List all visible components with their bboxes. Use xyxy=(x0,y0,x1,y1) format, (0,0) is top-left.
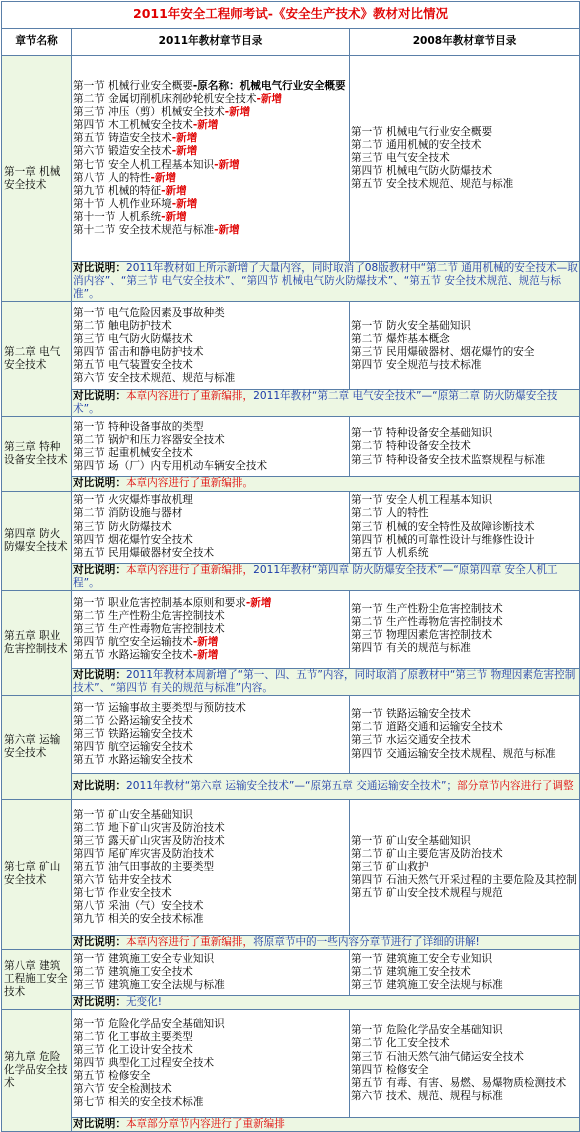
note-row xyxy=(2,773,580,799)
section-2011-line xyxy=(73,372,348,385)
sections-2011 xyxy=(72,799,350,935)
section-2011-line xyxy=(73,636,348,649)
chapter-row xyxy=(2,799,580,935)
section-2011-line xyxy=(73,521,348,534)
section-title: 第九节 机械的特征 xyxy=(73,184,162,197)
section-2011-line xyxy=(73,715,348,728)
section-2008-line: 第一节 建筑施工安全专业知识 xyxy=(351,952,493,965)
section-2008-line: 第一节 特种设备安全基础知识 xyxy=(351,427,493,440)
section-2011-line xyxy=(73,966,348,979)
sections-2011 xyxy=(72,1010,350,1118)
section-2008-line: 第二节 人的特性 xyxy=(351,507,429,520)
section-2008-line: 第一节 矿山安全基础知识 xyxy=(351,834,471,847)
note-row xyxy=(2,390,580,417)
section-2008-line: 第二节 建筑施工安全技术 xyxy=(351,965,471,978)
section-2008-line: 第四节 有关的规范与标准 xyxy=(351,642,471,655)
section-2008-line: 第四节 检修安全 xyxy=(351,1063,429,1076)
section-2011-line xyxy=(73,887,348,900)
note-row xyxy=(2,935,580,949)
section-title: 第三节 化工设计安全技术 xyxy=(73,1043,193,1056)
section-2011-line xyxy=(73,460,348,473)
sections-2011 xyxy=(72,417,350,477)
section-2011-line xyxy=(73,702,348,715)
section-title: 第五节 民用爆破器材安全技术 xyxy=(73,546,215,559)
header-2011: 2011年教材章节目录 xyxy=(72,29,350,56)
chapter-row xyxy=(2,56,580,262)
section-2008-line: 第一节 铁路运输安全技术 xyxy=(351,708,471,721)
section-2008-line: 第三节 民用爆破器材、烟花爆竹的安全 xyxy=(351,345,535,358)
section-2008-line: 第六节 技术、规范、规程与标准 xyxy=(351,1089,503,1102)
page-title: 2011年安全工程师考试-《安全生产技术》教材对比情况 xyxy=(133,6,448,22)
note-row xyxy=(2,262,580,302)
note-label: 对比说明： xyxy=(73,262,126,274)
table-title-cell xyxy=(2,2,580,29)
original-name-note: -原名称：机械电气行业安全概要 xyxy=(192,79,346,92)
chapter-name: 第九章 危险化学品安全技术 xyxy=(2,1010,72,1132)
new-badge: -新增 xyxy=(150,171,177,184)
section-title: 第三节 起重机械安全技术 xyxy=(73,446,193,459)
section-title: 第五节 水路运输安全技术 xyxy=(73,648,193,661)
section-2011-line xyxy=(73,1096,348,1109)
section-2011-line xyxy=(73,953,348,966)
section-title: 第十一节 人机系统 xyxy=(73,210,162,223)
note-text: 2011年教材如上所示新增了大量内容，同时取消了08版教材中“第二节 通用机械的安全技术—取消内容”、“第三节 电气安全技术”、“第四节 机械电气防火防爆技术”、“第五节 安全技术规范、规范与标准”。 xyxy=(73,262,578,301)
comparison-document xyxy=(1,1,579,1132)
note-row xyxy=(2,563,580,590)
section-title: 第四节 尾矿库灾害及防治技术 xyxy=(73,847,215,860)
comparison-note xyxy=(72,935,580,949)
chapter-name: 第六章 运输安全技术 xyxy=(2,695,72,799)
chapter-row xyxy=(2,590,580,668)
chapter-row xyxy=(2,695,580,773)
section-2011-line xyxy=(73,307,348,320)
section-2011-line xyxy=(73,1070,348,1083)
comparison-note xyxy=(72,668,580,695)
note-label: 对比说明： xyxy=(73,996,126,1009)
comparison-note xyxy=(72,477,580,491)
new-badge: -新增 xyxy=(171,132,198,145)
header-row xyxy=(2,29,580,56)
section-2011-line xyxy=(73,346,348,359)
section-title: 第二节 消防设施与器材 xyxy=(73,507,183,520)
section-2011-line xyxy=(73,741,348,754)
section-title: 第四节 烟花爆竹安全技术 xyxy=(73,533,193,546)
note-text: 无变化! xyxy=(125,996,162,1009)
new-badge: -新增 xyxy=(214,223,240,236)
section-2008-line: 第五节 矿山安全技术规程与规范 xyxy=(351,887,503,900)
section-2008-line: 第一节 机械电气行业安全概要 xyxy=(351,125,493,138)
note-row xyxy=(2,477,580,491)
section-title: 第二节 触电防护技术 xyxy=(73,319,172,332)
section-2011-line xyxy=(73,132,348,145)
comparison-note xyxy=(72,773,580,799)
new-badge: -新增 xyxy=(224,106,251,119)
new-badge: -新增 xyxy=(171,197,198,210)
section-2011-line xyxy=(73,421,348,434)
note-text: 本章内容进行了重新编排。 xyxy=(125,477,254,490)
section-title: 第二节 锅炉和压力容器安全技术 xyxy=(73,433,225,446)
section-2011-line xyxy=(73,172,348,185)
chapter-row xyxy=(2,491,580,563)
section-title: 第一节 特种设备事故的类型 xyxy=(73,420,204,433)
section-2011-line xyxy=(73,447,348,460)
sections-2008 xyxy=(350,799,580,935)
section-2011-line xyxy=(73,106,348,119)
section-2008-line: 第三节 矿山救护 xyxy=(351,860,429,873)
comparison-table xyxy=(1,1,580,1132)
section-2008-line: 第三节 电气安全技术 xyxy=(351,151,450,164)
section-title: 第三节 铁路运输安全技术 xyxy=(73,727,193,740)
section-2011-line xyxy=(73,185,348,198)
section-2011-line xyxy=(73,728,348,741)
section-title: 第四节 木工机械安全技术 xyxy=(73,119,193,132)
new-badge: -新增 xyxy=(245,596,272,609)
section-title: 第七节 相关的安全技术标准 xyxy=(73,1096,204,1109)
sections-2008 xyxy=(350,695,580,773)
section-2008-line: 第二节 通用机械的安全技术 xyxy=(351,138,482,151)
section-2011-line xyxy=(73,211,348,224)
section-2008-line: 第三节 机械的安全特性及故障诊断技术 xyxy=(351,520,535,533)
section-2011-line xyxy=(73,979,348,992)
section-2011-line xyxy=(73,547,348,560)
new-badge: -新增 xyxy=(161,184,187,197)
section-2011-line xyxy=(73,848,348,861)
section-title: 第六节 锻造安全技术 xyxy=(73,145,172,158)
note-label: 对比说明： xyxy=(73,779,126,792)
section-2008-line: 第三节 物理因素危害控制技术 xyxy=(351,629,493,642)
section-title: 第一节 危险化学品安全基础知识 xyxy=(73,1017,225,1030)
chapter-name: 第三章 特种设备安全技术 xyxy=(2,417,72,491)
section-2011-line xyxy=(73,1057,348,1070)
section-2011-line xyxy=(73,1044,348,1057)
section-title: 第二节 化工事故主要类型 xyxy=(73,1030,193,1043)
section-2011-line xyxy=(73,159,348,172)
chapter-name: 第七章 矿山安全技术 xyxy=(2,799,72,949)
section-2008-line: 第四节 机械电气防火防爆技术 xyxy=(351,165,493,178)
new-badge: -新增 xyxy=(192,635,219,648)
section-title: 第三节 露天矿山灾害及防治技术 xyxy=(73,834,225,847)
sections-2008 xyxy=(350,302,580,390)
chapter-name: 第四章 防火防爆安全技术 xyxy=(2,491,72,590)
section-2008-line: 第一节 安全人机工程基本知识 xyxy=(351,494,493,507)
section-title: 第六节 安全技术规范、规范与标准 xyxy=(73,371,236,384)
sections-2008 xyxy=(350,56,580,262)
section-title: 第八节 人的特性 xyxy=(73,171,151,184)
sections-2011 xyxy=(72,302,350,390)
section-title: 第四节 航空安全运输技术 xyxy=(73,635,193,648)
section-title: 第四节 雷击和静电防护技术 xyxy=(73,345,204,358)
section-title: 第一节 矿山安全基础知识 xyxy=(73,808,193,821)
section-2008-line: 第四节 交通运输安全技术规程、规范与标准 xyxy=(351,747,556,760)
section-title: 第九节 相关的安全技术标准 xyxy=(73,913,204,926)
section-title: 第三节 防火防爆技术 xyxy=(73,520,172,533)
section-2008-line: 第三节 石油天然气油气储运安全技术 xyxy=(351,1050,524,1063)
section-title: 第三节 电气防火防爆技术 xyxy=(73,332,193,345)
chapter-row xyxy=(2,302,580,390)
section-2011-line xyxy=(73,119,348,132)
sections-2008 xyxy=(350,590,580,668)
note-text: 2011年教材“第六章 运输安全技术”—“原第五章 交通运输安全技术”； xyxy=(125,779,458,792)
section-title: 第二节 公路运输安全技术 xyxy=(73,714,193,727)
section-2011-line xyxy=(73,754,348,767)
section-2011-line xyxy=(73,623,348,636)
note-row xyxy=(2,1118,580,1132)
section-2011-line xyxy=(73,494,348,507)
sections-2011 xyxy=(72,950,350,996)
note-row xyxy=(2,996,580,1010)
new-badge: -新增 xyxy=(192,119,219,132)
section-2008-line: 第三节 建筑施工安全法规与标准 xyxy=(351,979,503,992)
section-title: 第七节 安全人机工程基本知识 xyxy=(73,158,215,171)
section-title: 第五节 电气装置安全技术 xyxy=(73,358,193,371)
note-label: 对比说明： xyxy=(73,1118,126,1131)
section-2008-line: 第二节 矿山主要危害及防治技术 xyxy=(351,847,503,860)
section-2008-line: 第二节 化工安全技术 xyxy=(351,1037,450,1050)
sections-2008 xyxy=(350,1010,580,1118)
section-2011-line xyxy=(73,534,348,547)
note-text: 部分章节内容进行了调整 xyxy=(457,779,574,792)
section-2011-line xyxy=(73,359,348,372)
section-title: 第三节 冲压（剪）机械安全技术 xyxy=(73,106,225,119)
section-2011-line xyxy=(73,1031,348,1044)
section-2008-line: 第三节 特种设备安全技术监察规程与标准 xyxy=(351,453,546,466)
section-2008-line: 第一节 防火安全基础知识 xyxy=(351,319,471,332)
comparison-note xyxy=(72,1118,580,1132)
section-2008-line: 第二节 道路交通和运输安全技术 xyxy=(351,721,503,734)
section-title: 第一节 电气危险因素及事故种类 xyxy=(73,306,225,319)
header-2008: 2008年教材章节目录 xyxy=(350,29,580,56)
section-title: 第四节 航空运输安全技术 xyxy=(73,740,193,753)
section-2008-line: 第一节 危险化学品安全基础知识 xyxy=(351,1024,503,1037)
sections-2008 xyxy=(350,417,580,477)
section-2011-line xyxy=(73,320,348,333)
note-text: 2011年教材“第二章 电气安全技术”—“原第二章 防火防爆安全技术”。 xyxy=(73,390,558,416)
section-title: 第二节 生产性粉尘危害控制技术 xyxy=(73,609,225,622)
note-text: 本章内容进行了重新编排， xyxy=(125,563,254,576)
section-title: 第一节 运输事故主要类型与预防技术 xyxy=(73,701,246,714)
note-label: 对比说明： xyxy=(73,477,126,490)
comparison-note xyxy=(72,390,580,417)
note-text: 2011年教材“第四章 防火防爆安全技术”—“原第四章 安全人机工程”。 xyxy=(73,563,558,589)
section-2011-line xyxy=(73,145,348,158)
section-title: 第一节 职业危害控制基本原则和要求 xyxy=(73,596,246,609)
section-2011-line xyxy=(73,809,348,822)
section-title: 第三节 生产性毒物危害控制技术 xyxy=(73,622,225,635)
section-title: 第一节 机械行业安全概要 xyxy=(73,79,193,92)
sections-2008 xyxy=(350,950,580,996)
section-2011-line xyxy=(73,1083,348,1096)
section-2011-line xyxy=(73,874,348,887)
note-label: 对比说明： xyxy=(73,390,126,403)
new-badge: -新增 xyxy=(161,210,187,223)
comparison-note xyxy=(72,563,580,590)
sections-2008 xyxy=(350,491,580,563)
new-badge: -新增 xyxy=(256,93,283,106)
sections-2011 xyxy=(72,695,350,773)
note-label: 对比说明： xyxy=(73,935,126,948)
note-text: 本章内容进行了重新编排， xyxy=(125,390,254,403)
section-title: 第一节 火灾爆炸事故机理 xyxy=(73,494,193,507)
section-2011-line xyxy=(73,198,348,211)
section-2008-line: 第五节 安全技术规范、规范与标准 xyxy=(351,178,514,191)
section-title: 第四节 场（厂）内专用机动车辆安全技术 xyxy=(73,460,268,473)
section-2011-line xyxy=(73,333,348,346)
section-2008-line: 第四节 安全规范与技术标准 xyxy=(351,358,482,371)
section-2011-line xyxy=(73,610,348,623)
note-label: 对比说明： xyxy=(73,563,126,576)
section-title: 第五节 水路运输安全技术 xyxy=(73,754,193,767)
section-2011-line xyxy=(73,913,348,926)
section-title: 第十节 人机作业环境 xyxy=(73,197,172,210)
chapter-row xyxy=(2,417,580,477)
section-2011-line xyxy=(73,861,348,874)
note-label: 对比说明： xyxy=(73,668,126,681)
note-text: 本章部分章节内容进行了重新编排 xyxy=(125,1118,285,1131)
section-2011-line xyxy=(73,507,348,520)
section-title: 第四节 典型化工过程安全技术 xyxy=(73,1057,215,1070)
section-title: 第五节 检修安全 xyxy=(73,1070,151,1083)
section-2008-line: 第五节 有毒、有害、易燃、易爆物质检测技术 xyxy=(351,1076,567,1089)
section-2011-line xyxy=(73,80,348,93)
section-2011-line xyxy=(73,649,348,662)
chapter-name: 第二章 电气安全技术 xyxy=(2,302,72,417)
section-2011-line xyxy=(73,224,348,237)
note-text: 2011年教材本周新增了“第一、四、五节”内容，同时取消了原教材中“第三节 物理因素危害控制技术”、“第四节 有关的规范与标准”内容。 xyxy=(73,668,576,694)
new-badge: -新增 xyxy=(214,158,240,171)
sections-2011 xyxy=(72,491,350,563)
section-2008-line: 第三节 水运交通安全技术 xyxy=(351,734,471,747)
section-2011-line xyxy=(73,1018,348,1031)
sections-2011 xyxy=(72,56,350,262)
section-2008-line: 第二节 爆炸基本概念 xyxy=(351,332,450,345)
new-badge: -新增 xyxy=(171,145,198,158)
section-title: 第八节 采油（气）安全技术 xyxy=(73,900,204,913)
section-title: 第二节 地下矿山灾害及防治技术 xyxy=(73,821,225,834)
section-2008-line: 第四节 机械的可靠性设计与维修性设计 xyxy=(351,533,535,546)
new-badge: -新增 xyxy=(192,648,219,661)
note-row xyxy=(2,668,580,695)
sections-2011 xyxy=(72,590,350,668)
chapter-name: 第一章 机械安全技术 xyxy=(2,56,72,302)
note-text: 将原章节中的一些内容分章节进行了详细的讲解! xyxy=(253,935,480,948)
section-2011-line xyxy=(73,597,348,610)
note-text: 本章内容进行了重新编排， xyxy=(125,935,254,948)
chapter-row xyxy=(2,1010,580,1118)
section-title: 第六节 钻井安全技术 xyxy=(73,873,172,886)
section-title: 第十二节 安全技术规范与标准 xyxy=(73,223,215,236)
section-2008-line: 第二节 生产性毒物危害控制技术 xyxy=(351,616,503,629)
comparison-note xyxy=(72,262,580,302)
section-2011-line xyxy=(73,835,348,848)
section-2011-line xyxy=(73,434,348,447)
section-title: 第一节 建筑施工安全专业知识 xyxy=(73,952,215,965)
section-title: 第二节 建筑施工安全技术 xyxy=(73,965,193,978)
section-title: 第二节 金属切削机床剂砂轮机安全技术 xyxy=(73,93,257,106)
section-title: 第三节 建筑施工安全法规与标准 xyxy=(73,979,225,992)
section-title: 第五节 油气田事故的主要类型 xyxy=(73,860,215,873)
section-2011-line xyxy=(73,822,348,835)
comparison-note xyxy=(72,996,580,1010)
chapter-row xyxy=(2,950,580,996)
section-2008-line: 第五节 人机系统 xyxy=(351,546,429,559)
header-chapter: 章节名称 xyxy=(2,29,72,56)
section-2008-line: 第二节 特种设备安全技术 xyxy=(351,440,471,453)
chapter-name: 第八章 建筑工程施工安全技术 xyxy=(2,950,72,1010)
section-2008-line: 第四节 石油天然气开采过程的主要危险及其控制 xyxy=(351,873,577,886)
section-title: 第五节 铸造安全技术 xyxy=(73,132,172,145)
section-2011-line xyxy=(73,93,348,106)
chapter-name: 第五章 职业危害控制技术 xyxy=(2,590,72,695)
section-2011-line xyxy=(73,900,348,913)
section-2008-line: 第一节 生产性粉尘危害控制技术 xyxy=(351,603,503,616)
section-title: 第七节 作业安全技术 xyxy=(73,887,172,900)
section-title: 第六节 安全检测技术 xyxy=(73,1083,172,1096)
